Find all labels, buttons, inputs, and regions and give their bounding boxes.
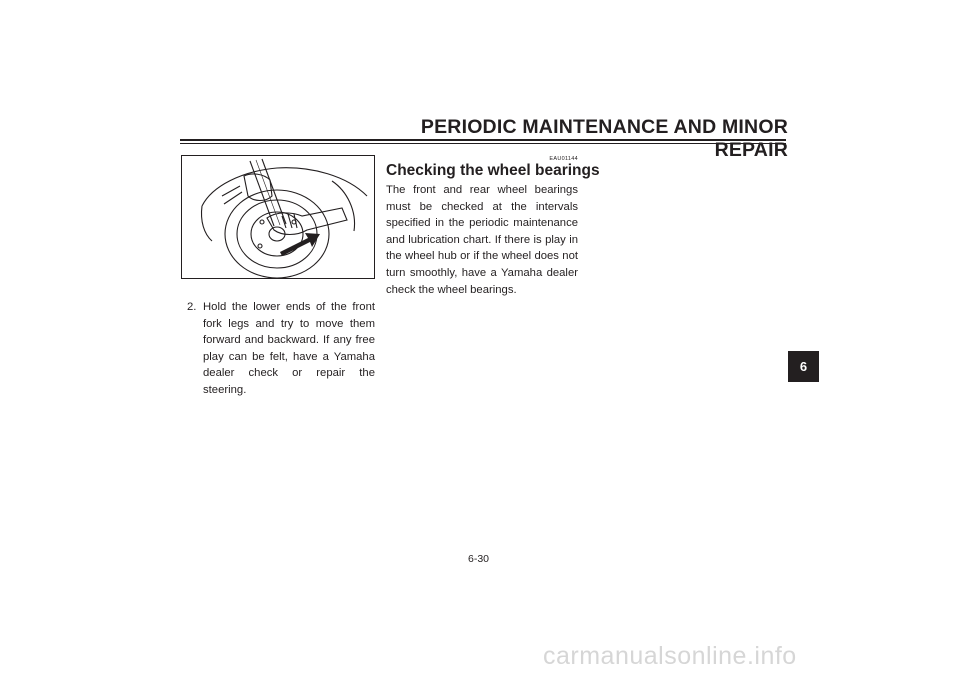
- section-body: The front and rear wheel bearings must be checked at the intervals specified in the periodic maintenance and lubrication chart. If there is play in the wheel hub or if the wheel does not turn smoothly, have a Yamaha dealer check the wheel bearings.: [386, 184, 578, 296]
- step-2: [187, 299, 375, 399]
- section-title: Checking the wheel bearings: [386, 162, 600, 179]
- chapter-tab: 6: [788, 351, 819, 382]
- page-header-title: PERIODIC MAINTENANCE AND MINOR REPAIR: [420, 116, 788, 161]
- page-number: 6-30: [468, 553, 490, 565]
- step-text: Hold the lower ends of the front fork legs and try to move them forward and backward. If any free play can be felt, have a Yamaha dealer check or repair the steering.: [203, 301, 375, 396]
- header-rule: [180, 139, 786, 141]
- watermark: carmanualsonline.info: [543, 642, 797, 670]
- step-number: 2.: [187, 301, 197, 313]
- fork-illustration: [181, 155, 375, 279]
- header-rule-thin: [180, 143, 786, 144]
- section-code: EAU01144: [549, 156, 578, 162]
- fork-check-icon: [182, 156, 375, 279]
